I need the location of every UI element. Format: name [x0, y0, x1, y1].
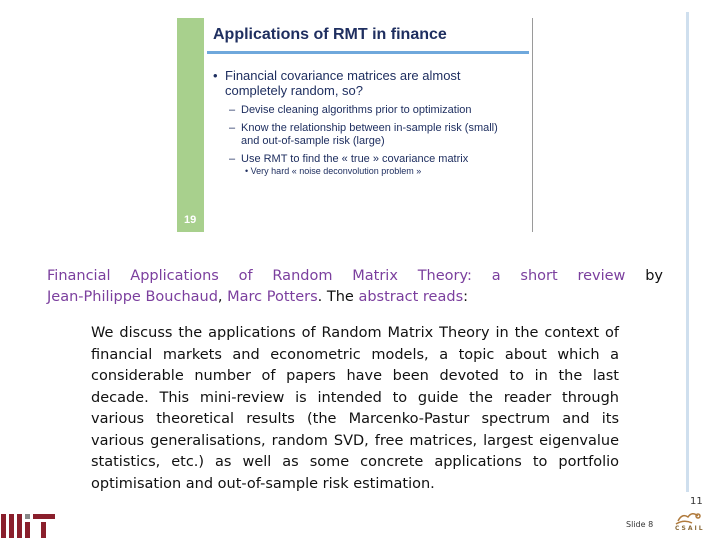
right-divider: [686, 12, 689, 492]
abstract-quote: We discuss the applications of Random Matrix Theory in the context of financial markets and econometric models, a topic about which a considerable number of papers have been devoted to in the last decade. This mini-review is intended to guide the reader through various theoretical results (the Marcenko-Pastur spectrum and its various generalisations, random SVD, free matrices, largest eigenvalue statistics, etc.) as well as some concrete applications to portfolio optimisation and out-of-sample risk estimation.: [91, 325, 619, 492]
by-text: by: [645, 268, 663, 284]
slide-number: 19: [184, 214, 197, 226]
bullet-dot-icon: •: [213, 68, 218, 83]
dash-icon: –: [229, 153, 236, 165]
slide-sub-bullet: [229, 122, 519, 148]
author-link-potters[interactable]: Marc Potters: [227, 289, 318, 305]
separator-text: ,: [217, 289, 228, 305]
slide-label: Slide 8: [626, 520, 654, 529]
slide-sub-bullet-text: Devise cleaning algorithms prior to optimization: [241, 104, 472, 116]
abstract-link[interactable]: abstract reads: [358, 289, 464, 305]
intro-line-2: [47, 287, 468, 308]
slide-sub-bullet: [229, 104, 519, 117]
author-link-bouchaud[interactable]: Jean-Philippe Bouchaud: [47, 289, 218, 305]
slide-title: Applications of RMT in finance: [213, 26, 447, 43]
slide-sub-sub-bullet-text: Very hard « noise deconvolution problem »: [250, 166, 422, 176]
slide-bullet: [213, 68, 513, 98]
slide-bullet-text: Financial covariance matrices are almost completely random, so?: [225, 68, 461, 98]
slide-title-rule: [207, 51, 529, 54]
slide-green-bar: [177, 18, 204, 232]
intro-line: [47, 266, 663, 287]
paper-title-link[interactable]: Financial Applications of Random Matrix Theory: a short review: [47, 268, 626, 284]
slide-sub-bullet-text: Use RMT to find the « true » covariance matrix: [241, 153, 469, 165]
bullet-dot-icon: •: [245, 166, 249, 176]
dash-icon: –: [229, 122, 236, 134]
colon-text: :: [463, 289, 469, 305]
connector-text: . The: [317, 289, 359, 305]
slide-sub-bullet: [229, 153, 519, 166]
dash-icon: –: [229, 104, 236, 116]
slide-sub-sub-bullet: [245, 166, 421, 177]
page-number: 11: [690, 496, 703, 507]
embedded-slide-image: [177, 18, 533, 232]
slide-sub-bullet-text: Know the relationship between in-sample risk (small) and out-of-sample risk (large): [241, 122, 498, 147]
mit-logo: [1, 514, 57, 538]
csail-label: CSAIL: [675, 525, 705, 532]
